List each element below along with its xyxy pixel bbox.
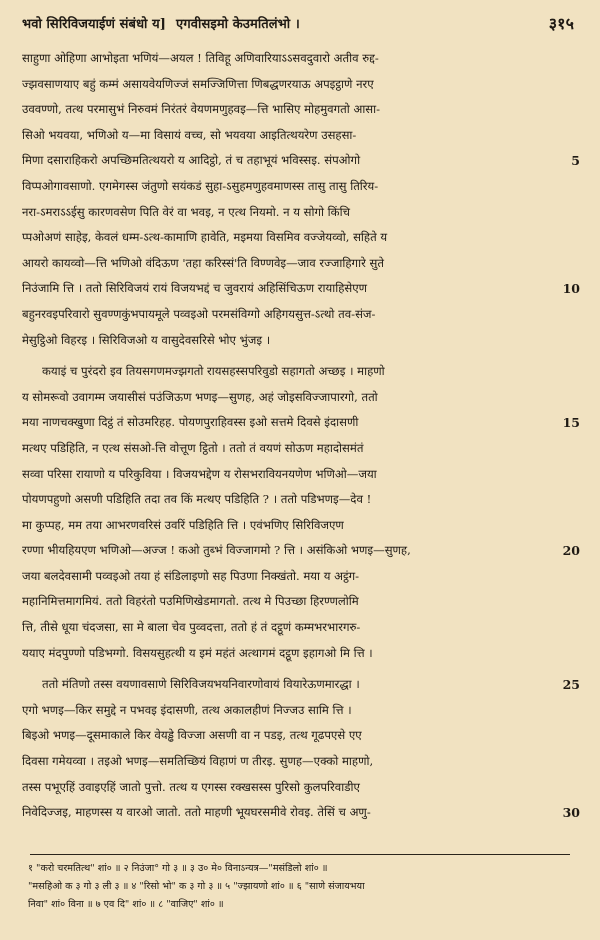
line-text: मेसुट्ठिओ विहरइ । सिरिविजओ य वासुदेवसरिसे भोए भुंजइ ।: [22, 332, 271, 347]
text-line: [22, 276, 578, 302]
paragraph: [22, 359, 578, 666]
line-text: जया बलदेवसामी पव्वइओ तया हं संडिलाइणो सह पिउणा निक्खंतो. मया य अट्ठंग-: [22, 568, 360, 583]
text-line: [22, 174, 578, 200]
footnote-divider: [30, 854, 570, 855]
line-number: 20: [560, 538, 580, 564]
line-text: मत्थए पडिहिति, न एत्थ संसओ-त्ति वोत्तूण ट्ठितो । ततो तं वयणं सोऊण महादोसमंतं: [22, 440, 364, 455]
text-line: [22, 328, 578, 354]
line-text: प्पओअणं साहेइ, केवलं धम्म-ऽत्थ-कामाणि हावेति, मइमया विसमिव वज्जेयव्वो, सहिते य: [22, 230, 388, 245]
line-text: उववण्णो, तत्थ परमासुभं निरुवमं निरंतरं वेयणमणुहवइ—त्ति भासिए मोहमुवगतो आसा-: [22, 102, 381, 117]
header-center-title: एगवीसइमो केउमतिलंभो ।: [176, 17, 300, 32]
line-text: रण्णा भीयहियएण भणिओ—अज्ज ! कओ तुब्भं विज्जागमो ? त्ति । असंकिओ भणइ—सुणह,: [22, 543, 411, 558]
text-line: [22, 97, 578, 123]
line-text: बिइओ भणइ—दूसमाकाले किर वेयड्ढे विज्जा असणी वा न पडइ, तत्थ गूढपएसे एए: [22, 728, 362, 743]
text-line: [22, 749, 578, 775]
text-line: [22, 385, 578, 411]
footnotes: [28, 860, 574, 914]
text-line: [22, 251, 578, 277]
text-line: [22, 123, 578, 149]
line-text: तस्स पभूएहिं उवाइएहिं जातो पुत्तो. तत्थ य एगस्स रक्खसस्स पुरिसो कुलपरिवाडीए: [22, 779, 360, 794]
line-text: साहुणा ओहिणा आभोइता भणियं—अयल ! तिविहू अणिवारियाऽऽसवदुवारो अतीव रुद्द-: [22, 51, 379, 65]
line-number: 10: [560, 276, 580, 302]
line-text: सिओ भयवया, भणिओ य—मा विसायं वच्च, सो भयवया आइतित्थयरेण उसहसा-: [22, 127, 357, 142]
line-text: निवेदिज्जइ, माहणस्स य वारओ जातो. ततो माहणी भूयघरसमीवे रोवइ. तेसिं च अणु-: [22, 805, 371, 820]
line-text: ययाए मंदपुण्णो पडिभग्गो. विसयसुहत्थी य इमं महंतं अत्थागमं दट्ठूण इहागओ मि त्ति ।: [22, 645, 373, 660]
line-text: आयरो कायव्वो—त्ति भणिओ वंदिऊण 'तहा करिस्सं'ति विण्णवेइ—जाव रज्जाहिगारे सुते: [22, 255, 384, 270]
line-number: 30: [560, 800, 580, 826]
line-text: मया नाणचक्खुणा दिट्ठं तं सोउमरिहह. पोयणपुराहिवस्स इओ सत्तमे दिवसे इंदासणी: [22, 415, 359, 430]
text-line: [22, 538, 578, 564]
header-left-title: भवो सिरिविजयाईणं संबंधो य]: [22, 17, 167, 32]
text-line: [22, 513, 578, 539]
footnote-line: "मसहिओ क ३ गो ३ ली ३ ॥ ४ "रिसो भो" क ३ गो ३ ॥ ५ "ज्झायणो शां० ॥ ६ "साणे संजायभया: [28, 881, 365, 892]
text-line: [22, 200, 578, 226]
line-text: मा कुप्पह, मम तया आभरणवरिसं उवरिं पडिहिति त्ति । एवंभणिए सिरिविजएण: [22, 517, 344, 532]
text-line: [22, 148, 578, 174]
main-text: [22, 46, 578, 826]
footnote-line: निवा" शां० विना ॥ ७ एव दि" शां० ॥ ८ "वाजिए" शां० ॥: [28, 899, 224, 910]
text-line: [22, 487, 578, 513]
line-text: ततो मंतिणो तस्स वयणावसाणे सिरिविजयभयनिवारणोवायं वियारेऊणमारद्धा ।: [42, 677, 360, 692]
line-text: य सोमरूवो उवागम्म जयासीसं पउंजिऊण भणइ—सुणह, अहं जोइसविज्जापारगो, ततो: [22, 389, 378, 404]
text-line: [22, 72, 578, 98]
line-text: सव्वा परिसा रायाणो य परिकुविया । विजयभद्देण य रोसभरावियनयणेण भणिओ—जया: [22, 466, 377, 481]
line-text: महानिमित्तमागमियं. ततो विहरंतो पउमिणिखेडमागतो. तत्थ मे पिउच्छा हिरण्णलोमि: [22, 594, 359, 609]
line-text: नरा-ऽमराऽऽईसु कारणवसेण पिति वेरं वा भवइ, न एत्थ नियमो. न य सोगो किंचि: [22, 204, 350, 219]
text-line: [22, 410, 578, 436]
line-text: पोयणपहुणो असणी पडिहिति तदा तव किं मत्थए पडिहिति ? । ततो पडिभणइ—देव !: [22, 492, 372, 507]
text-line: [22, 775, 578, 801]
text-line: [22, 564, 578, 590]
text-line: [22, 589, 578, 615]
line-text: दिवसा गमेयव्वा । तइओ भणइ—समतिच्छियं विहाणं ण तीरइ. सुणह—एक्को माहणो,: [22, 754, 374, 769]
line-text: विप्पओगावसाणो. एगमेगस्स जंतुणो सयंकडं सुहा-ऽसुहमणुहवमाणस्स तासु तासु तिरिय-: [22, 178, 379, 193]
text-line: [22, 436, 578, 462]
page-number: ३१५: [548, 14, 574, 33]
text-line: [22, 800, 578, 826]
text-line: [22, 672, 578, 698]
text-line: [22, 225, 578, 251]
line-text: बहुनरवइपरिवारो सुवण्णकुंभपायमूले पव्वइओ परमसंविग्गो अहिगयसुत्त-ऽत्थो तव-संज-: [22, 306, 376, 321]
line-text: निउंजामि त्ति । ततो सिरिविजयं रायं विजयभद्दं च जुवरायं अहिसिंचिऊण रायाहिसेएण: [22, 281, 368, 296]
text-line: [22, 641, 578, 667]
running-header: [22, 10, 574, 36]
line-number: 25: [560, 672, 580, 698]
text-line: [22, 462, 578, 488]
line-text: मिणा दसाराहिकरो अपच्छिमतित्थयरो य आदिट्ठो, तं च तहाभूयं भविस्सइ. संपओगो: [22, 153, 361, 168]
text-line: [22, 359, 578, 385]
line-text: कयाइं च पुरंदरो इव तियसगणमज्झगतो रायसहस्सपरिवुडो सहागतो अच्छइ । माहणो: [42, 364, 385, 379]
footnote-line: १ "करो चरमतित्थ" शां० ॥ २ निउंजा° गो ३ ॥ ३ उ० मे० विनाऽन्यत्र—"मसंडिलो शां० ॥: [28, 863, 328, 874]
text-line: [22, 302, 578, 328]
paragraph: [22, 46, 578, 353]
text-line: [22, 698, 578, 724]
paragraph: [22, 672, 578, 826]
text-line: [22, 615, 578, 641]
line-number: 15: [560, 410, 580, 436]
text-line: [22, 723, 578, 749]
line-text: ज्झवसाणयाए बहुं कम्मं असायवेयणिज्जं समज्जिणित्ता णिबद्धणरयाऊ अपइट्ठाणे नरए: [22, 76, 374, 91]
text-line: [22, 46, 578, 72]
line-number: 5: [568, 148, 580, 174]
line-text: एगो भणइ—किर समुद्दे न पभवइ इंदासणी, तत्थ अकालहीणं निज्जउ सामि त्ति ।: [22, 702, 352, 717]
line-text: त्ति, तीसे धूया चंदजसा, सा मे बाला चेव पुव्वदत्ता, ततो हं तं दट्ठूणं कम्मभरभारगरु-: [22, 620, 361, 635]
